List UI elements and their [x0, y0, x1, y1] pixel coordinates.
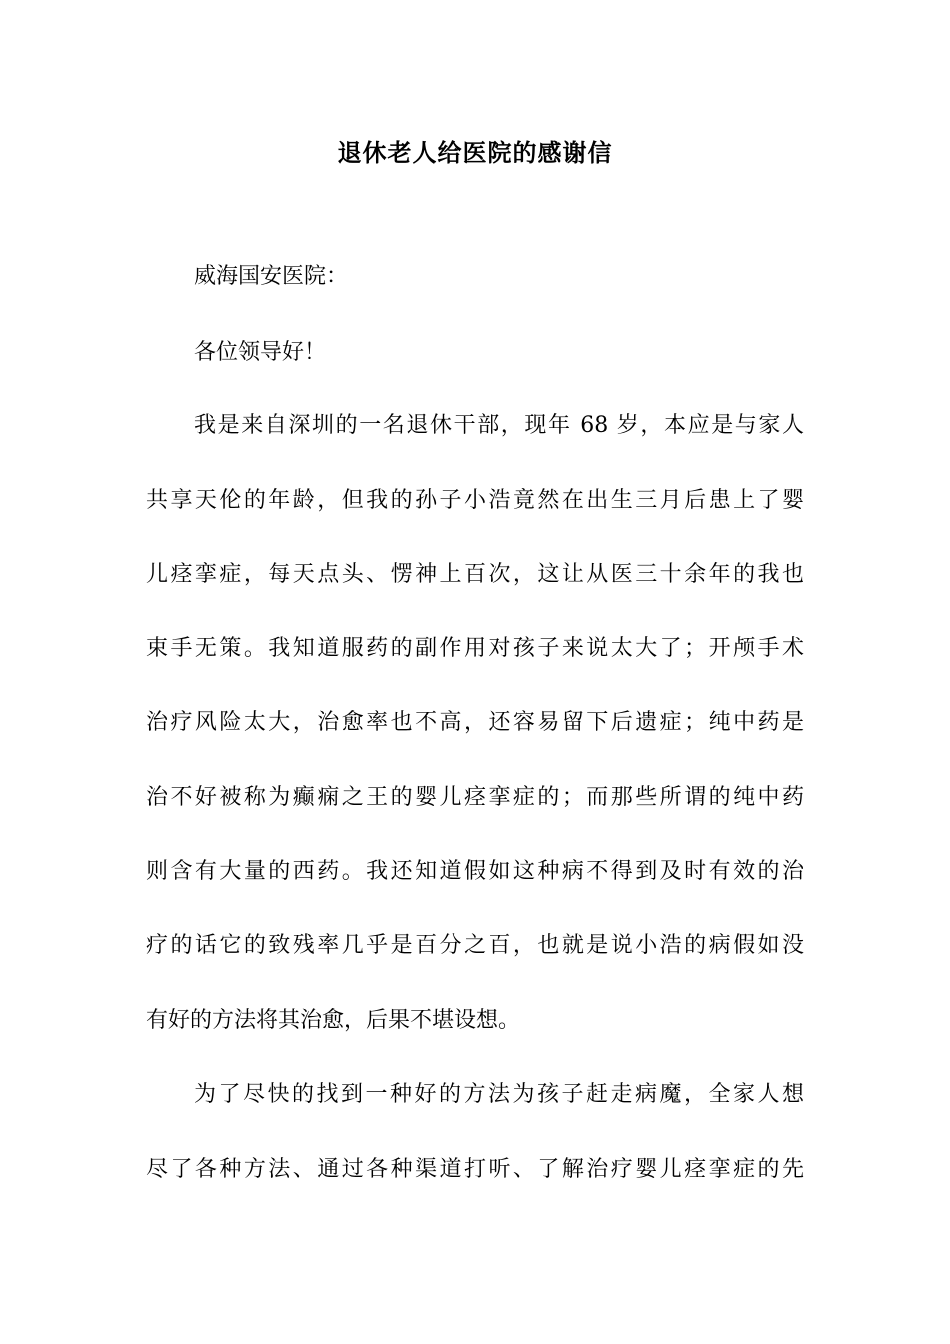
paragraph-line: 束手无策。我知道服药的副作用对孩子来说太大了；开颅手术: [146, 636, 804, 661]
paragraph-line: 我是来自深圳的一名退休干部，现年 68 岁，本应是与家人: [194, 413, 804, 438]
paragraph-line: 治疗风险太大，治愈率也不高，还容易留下后遗症；纯中药是: [146, 710, 804, 735]
paragraph-line: 有好的方法将其治愈，后果不堪设想。: [146, 1008, 521, 1033]
paragraph-line: 尽了各种方法、通过各种渠道打听、了解治疗婴儿痉挛症的先: [146, 1157, 804, 1182]
paragraph-line: 共享天伦的年龄，但我的孙子小浩竟然在出生三月后患上了婴: [146, 488, 804, 513]
paragraph-line: 治不好被称为癫痫之王的婴儿痉挛症的；而那些所谓的纯中药: [146, 785, 804, 810]
document-title: 退休老人给医院的感谢信: [337, 138, 613, 167]
greeting: 各位领导好！: [194, 340, 327, 365]
paragraph-line: 为了尽快的找到一种好的方法为孩子赶走病魔，全家人想: [194, 1082, 804, 1107]
paragraph-line: 疗的话它的致残率几乎是百分之百，也就是说小浩的病假如没: [146, 933, 804, 958]
paragraph-line: 则含有大量的西药。我还知道假如这种病不得到及时有效的治: [146, 859, 804, 884]
paragraph-line: 儿痉挛症，每天点头、愣神上百次，这让从医三十余年的我也: [146, 562, 804, 587]
salutation: 威海国安医院：: [194, 264, 349, 289]
